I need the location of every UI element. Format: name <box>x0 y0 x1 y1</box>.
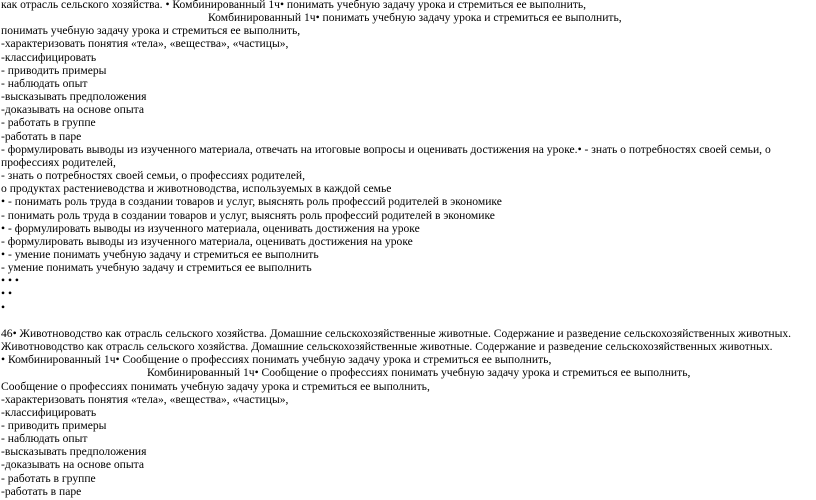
section-heading-line: 46• Животноводство как отрасль сельского хозяйства. Домашние сельскохозяйственные животные. Содержание и разведение сельскохозяйственных животных. <box>1 326 792 340</box>
text-line: Комбинированный 1ч• понимать учебную задачу урока и стремиться ее выполнить, <box>208 11 622 25</box>
text-line: понимать учебную задачу урока и стремиться ее выполнить, <box>1 24 301 38</box>
text-line: как отрасль сельского хозяйства. • Комбинированный 1ч• понимать учебную задачу урока и стремиться ее выполнить, <box>1 0 587 11</box>
text-line: - наблюдать опыт <box>1 432 88 446</box>
text-line: • - умение понимать учебную задачу и стремиться ее выполнить <box>1 247 319 261</box>
text-line: - наблюдать опыт <box>1 76 88 90</box>
text-line: -классифицировать <box>1 50 97 64</box>
text-line: -работать в паре <box>1 484 82 498</box>
bullet-line: • <box>1 300 6 314</box>
text-line: -работать в паре <box>1 129 82 143</box>
text-line: Животноводство как отрасль сельского хозяйства. Домашние сельскохозяйственные животные. Содержание и разведение сельскохозяйственных животных. <box>1 340 773 354</box>
text-line: Сообщение о профессиях понимать учебную задачу урока и стремиться ее выполнить, <box>1 379 430 393</box>
text-line: о продуктах растениеводства и животноводства, используемых в каждой семье <box>1 182 392 196</box>
text-line: -характеризовать понятия «тела», «вещества», «частицы», <box>1 37 289 51</box>
bullet-line: • • • <box>1 274 19 288</box>
text-line: -доказывать на основе опыта <box>1 458 145 472</box>
text-line: • - формулировать выводы из изученного материала, оценивать достижения на уроке <box>1 221 420 235</box>
text-line: - работать в группе <box>1 471 96 485</box>
text-line: - приводить примеры <box>1 63 107 77</box>
text-line: Комбинированный 1ч• Сообщение о профессиях понимать учебную задачу урока и стремиться ее выполнить, <box>147 366 691 380</box>
text-line: - формулировать выводы из изученного материала, оценивать достижения на уроке <box>1 234 413 248</box>
text-paragraph: - формулировать выводы из изученного материала, отвечать на итоговые вопросы и оценивать достижения на уроке.• - знать о потребностях своей семьи, о профессиях родителей, <box>1 142 771 169</box>
bullet-line: • • <box>1 287 13 301</box>
text-line: -высказывать предположения <box>1 445 147 459</box>
text-line: - понимать роль труда в создании товаров и услуг, выяснять роль профессий родителей в экономике <box>1 208 495 222</box>
text-line: -классифицировать <box>1 405 97 419</box>
text-line: - умение понимать учебную задачу и стремиться ее выполнить <box>1 261 312 275</box>
text-line: -доказывать на основе опыта <box>1 103 145 117</box>
text-line: - приводить примеры <box>1 419 107 432</box>
document-body <box>1 0 813 498</box>
text-line: • Комбинированный 1ч• Сообщение о профессиях понимать учебную задачу урока и стремиться ее выполнить, <box>1 353 552 367</box>
text-line: -высказывать предположения <box>1 90 147 104</box>
text-line: • - понимать роль труда в создании товаров и услуг, выяснять роль профессий родителей в экономике <box>1 195 502 209</box>
text-line: -характеризовать понятия «тела», «вещества», «частицы», <box>1 392 289 406</box>
blank-line <box>1 314 813 327</box>
text-line: - знать о потребностях своей семьи, о профессиях родителей, <box>1 169 305 183</box>
text-line: - работать в группе <box>1 116 96 130</box>
